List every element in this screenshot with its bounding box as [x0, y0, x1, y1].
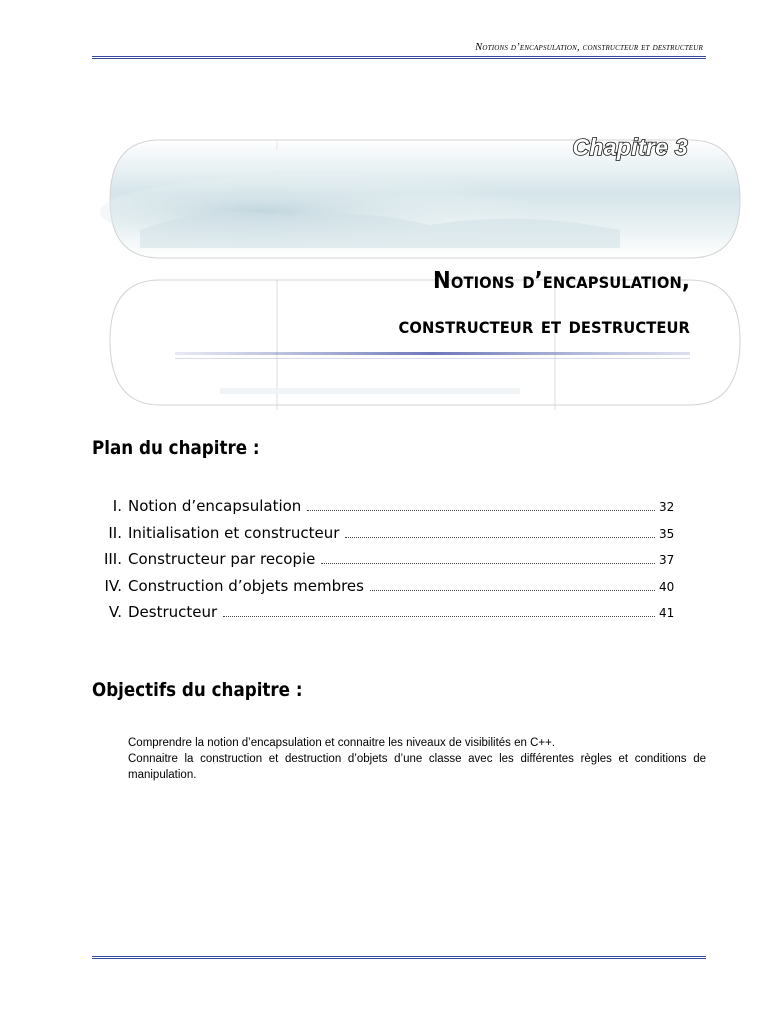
toc-item-page: 37: [659, 553, 675, 567]
chapter-title-line2: constructeur et destructeur: [398, 313, 690, 339]
objective-line-2: Connaitre la construction et destruction d’objets d’une classe avec les différentes règles et conditions de manipulation.: [128, 753, 706, 781]
toc-item-number: V.: [108, 603, 122, 621]
toc-item-label: Construction d’objets membres: [128, 576, 364, 595]
toc-item-label: Destructeur: [128, 603, 218, 621]
header-rule: [92, 56, 706, 59]
toc-item[interactable]: [100, 577, 685, 604]
toc-item-page: 32: [659, 500, 675, 514]
toc-item-number: II.: [108, 523, 122, 542]
toc-item[interactable]: [100, 603, 685, 630]
toc-item[interactable]: [100, 524, 685, 551]
running-header: Notions d’encapsulation, constructeur et destructeur: [475, 42, 703, 53]
toc-leader-dots: [321, 563, 655, 564]
objectives-text: [128, 735, 706, 783]
chapter-title-line1: Notions d’encapsulation,: [433, 268, 690, 294]
toc-item-number: III.: [103, 550, 122, 568]
objectives-heading: Objectifs du chapitre :: [92, 679, 303, 701]
toc-leader-dots: [307, 510, 655, 511]
toc-item-page: 35: [659, 526, 675, 541]
toc-item[interactable]: [100, 550, 685, 577]
toc-item-number: IV.: [104, 576, 122, 595]
toc-item[interactable]: [100, 497, 685, 524]
chapter-number-label: Chapitre 3: [572, 134, 688, 160]
toc-item-label: Constructeur par recopie: [128, 550, 316, 568]
plan-heading: Plan du chapitre :: [92, 437, 260, 459]
toc-leader-dots: [223, 616, 655, 617]
toc-item-number: I.: [112, 497, 122, 515]
toc-leader-dots: [345, 537, 655, 538]
objective-line-1: Comprendre la notion d’encapsulation et connaitre les niveaux de visibilités en C++.: [128, 737, 556, 749]
toc-leader-dots: [370, 590, 655, 591]
table-of-contents: [100, 497, 685, 630]
footer-rule: [92, 956, 706, 959]
toc-item-page: 40: [659, 579, 675, 594]
toc-item-page: 41: [659, 606, 675, 620]
toc-item-label: Initialisation et constructeur: [128, 523, 340, 542]
toc-item-label: Notion d’encapsulation: [128, 497, 302, 515]
